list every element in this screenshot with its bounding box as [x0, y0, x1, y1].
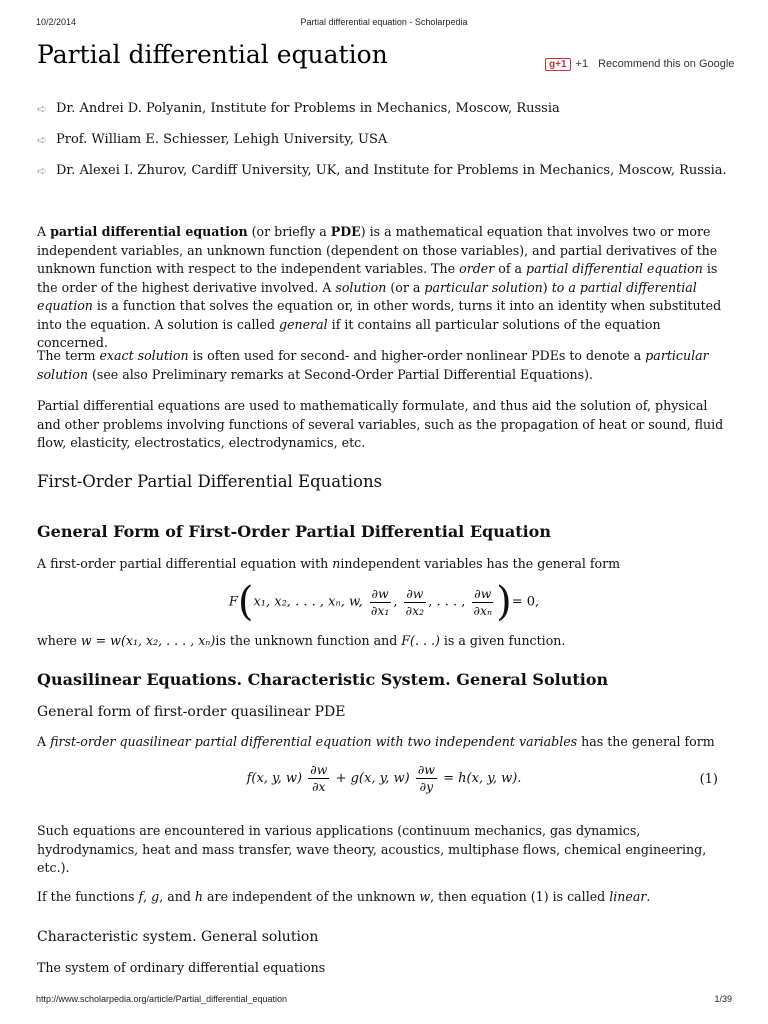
recommend-text[interactable]: Recommend this on Google [598, 58, 735, 70]
subheading-general-form-quasilinear: General form of first-order quasilinear PDE [37, 704, 346, 720]
arrow-icon: ➪ [37, 133, 48, 147]
author-text[interactable]: Dr. Alexei I. Zhurov, Cardiff University, UK, and Institute for Problems in Mechanics, Moscow, Russia. [56, 163, 727, 178]
arrow-icon: ➪ [37, 164, 48, 178]
ode-text: The system of ordinary differential equations [37, 960, 326, 975]
page-title: Partial differential equation [37, 40, 388, 69]
linear-paragraph: If the functions f, g, and h are independent of the unknown w, then equation (1) is called linear. [37, 889, 651, 904]
print-title: Partial differential equation - Scholarpedia [300, 17, 468, 27]
print-header [0, 17, 768, 31]
section-heading-first-order: First-Order Partial Differential Equations [37, 472, 383, 491]
general-form-text: A first-order partial differential equation with nindependent variables has the general form [37, 556, 621, 571]
footer-url[interactable]: http://www.scholarpedia.org/article/Partial_differential_equation [36, 994, 287, 1004]
page-number: 1/39 [714, 994, 732, 1004]
applications-paragraph: Such equations are encountered in various applications (continuum mechanics, gas dynamics, hydrodynamics, heat and mass transfer, wave theory, acoustics, multiphase flows, chemical engineering, etc.). [37, 823, 707, 875]
author-item [37, 131, 737, 149]
print-date: 10/2/2014 [36, 17, 77, 27]
equation-number: (1) [699, 772, 718, 787]
subheading-characteristic-system: Characteristic system. General solution [37, 929, 319, 945]
intro-paragraph-3: Partial differential equations are used to mathematically formulate, and thus aid the solution of, physical and other problems involving functions of several variables, such as the propagation of heat or sound, fluid flow, elasticity, electrostatics, electrodynamics, etc. [37, 398, 724, 450]
where-text: where w = w(x₁, x₂, . . . , xₙ)is the unknown function and F(. . .) is a given function. [37, 633, 566, 648]
author-item [37, 100, 737, 118]
author-text[interactable]: Dr. Andrei D. Polyanin, Institute for Problems in Mechanics, Moscow, Russia [56, 101, 560, 116]
google-plus-widget [545, 58, 740, 78]
equation-general-form: F(x₁, x₂, . . . , xₙ, w, $\frac{\partial w}{\text{∂x₁}}$ , $\frac{\partial w}{\text{∂x₂}}$ , . . . , $\frac{\partial w}{\text{∂xₙ}}$ )= 0, [228, 579, 540, 625]
intro-paragraph-2: The term exact solution is often used for second- and higher-order nonlinear PDEs to denote a particular solution (see also Preliminary remarks at Second-Order Partial Differential Equations). [37, 348, 709, 382]
author-item [37, 162, 737, 180]
author-list [37, 100, 737, 193]
print-footer [0, 994, 768, 1008]
plus-one-count: +1 [575, 58, 589, 70]
arrow-icon: ➪ [37, 102, 48, 116]
google-plus-button[interactable]: g+1 [545, 58, 571, 71]
quasilinear-text: A first-order quasilinear partial differential equation with two independent variables has the general form [37, 734, 715, 749]
subsection-heading-quasilinear: Quasilinear Equations. Characteristic System. General Solution [37, 670, 609, 689]
author-text[interactable]: Prof. William E. Schiesser, Lehigh University, USA [56, 132, 388, 147]
subsection-heading-general-form: General Form of First-Order Partial Differential Equation [37, 522, 551, 541]
equation-1: f(x, y, w) $\frac{\partial w}{\partial x}$ + g(x, y, w) $\frac{\partial w}{\partial y}$ = h(x, y, w). (1) [246, 762, 718, 794]
intro-paragraph-1: A partial differential equation (or briefly a PDE) is a mathematical equation that involves two or more independent variables, an unknown function (dependent on those variables), and partial derivatives of the unknown function with respect to the independent variables. The order of a partial differential equation is the order of the highest derivative involved. A solution (or a particular solution) to a partial differential equation is a function that solves the equation or, in other words, turns it into an identity when substituted into the equation. A solution is called general if it contains all particular solutions of the equation concerned. [37, 224, 722, 350]
